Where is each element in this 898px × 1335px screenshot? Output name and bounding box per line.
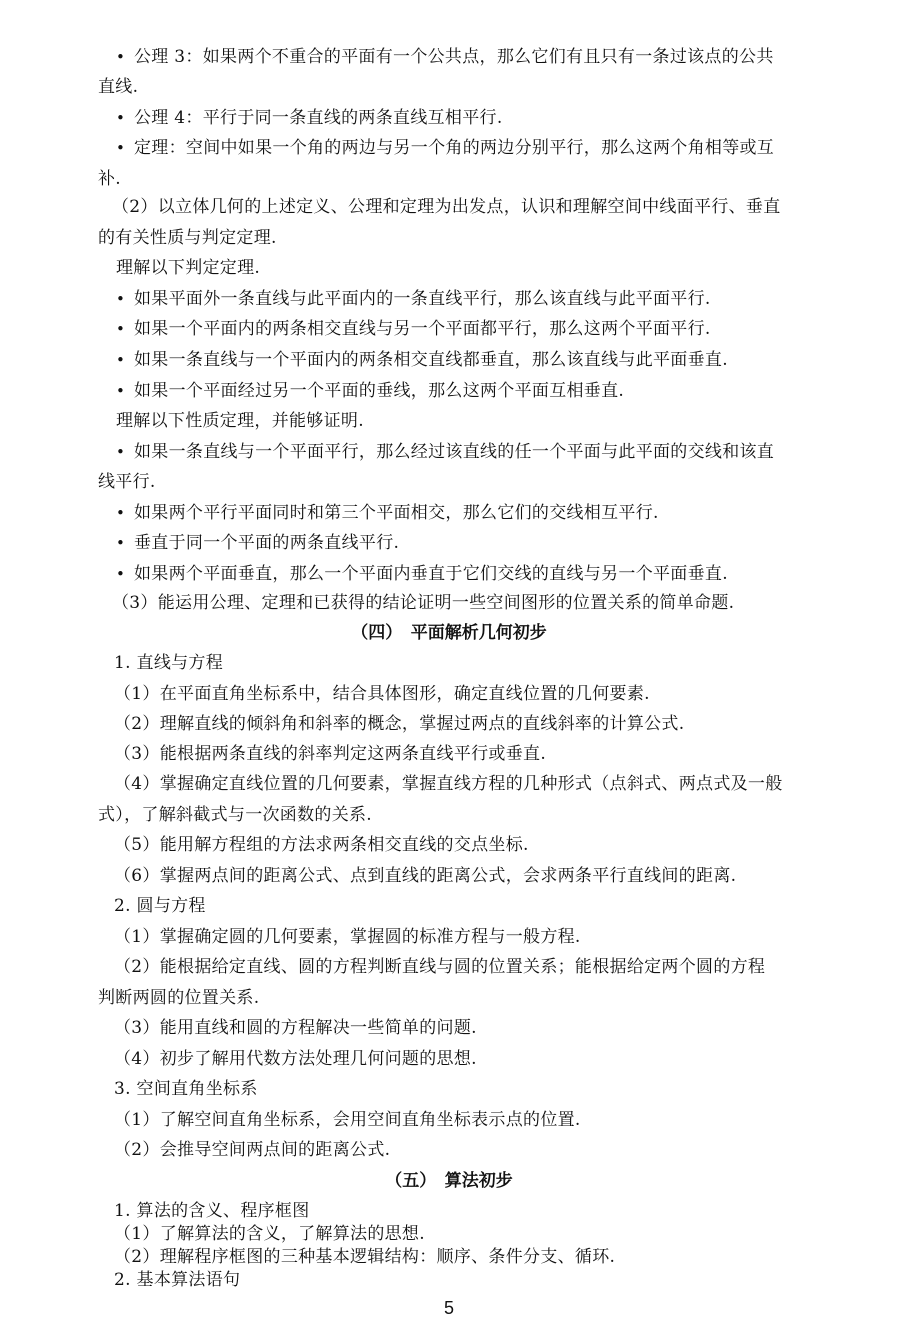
text-line: • 如果两个平面垂直，那么一个平面内垂直于它们交线的直线与另一个平面垂直.	[116, 564, 728, 584]
text-line: （4）初步了解用代数方法处理几何问题的思想.	[114, 1049, 477, 1069]
text-line: 3. 空间直角坐标系	[114, 1079, 258, 1099]
text-line: 1. 算法的含义、程序框图	[114, 1201, 310, 1221]
text-line: （2）会推导空间两点间的距离公式.	[114, 1140, 391, 1160]
text-line: （4）掌握确定直线位置的几何要素，掌握直线方程的几种形式（点斜式、两点式及一般	[114, 774, 783, 794]
text-line: （3）能用直线和圆的方程解决一些简单的问题.	[114, 1018, 477, 1038]
bullet: •	[116, 290, 126, 308]
page-number: 5	[443, 1298, 454, 1318]
text-line: 1. 直线与方程	[114, 653, 224, 673]
bullet: •	[116, 534, 126, 552]
text-line: （3）能运用公理、定理和已获得的结论证明一些空间图形的位置关系的简单命题.	[112, 593, 735, 613]
section-heading: （五） 算法初步	[385, 1171, 513, 1191]
text-line: 补.	[98, 169, 122, 189]
text-line: • 如果一个平面内的两条相交直线与另一个平面都平行，那么这两个平面平行.	[116, 319, 711, 339]
text-line: （1）了解空间直角坐标系，会用空间直角坐标表示点的位置.	[114, 1110, 581, 1130]
text-line: • 如果一条直线与一个平面内的两条相交直线都垂直，那么该直线与此平面垂直.	[116, 350, 728, 370]
text-line: 2. 基本算法语句	[114, 1270, 241, 1290]
text-line: • 如果两个平行平面同时和第三个平面相交，那么它们的交线相互平行.	[116, 503, 659, 523]
text-line: 2. 圆与方程	[114, 896, 206, 916]
text-line: （1）在平面直角坐标系中，结合具体图形，确定直线位置的几何要素.	[114, 684, 650, 704]
text-line: （2）能根据给定直线、圆的方程判断直线与圆的位置关系；能根据给定两个圆的方程	[114, 957, 766, 977]
text-line: （6）掌握两点间的距离公式、点到直线的距离公式，会求两条平行直线间的距离.	[114, 866, 737, 886]
text-line: 判断两圆的位置关系.	[98, 988, 260, 1008]
bullet: •	[116, 320, 126, 338]
text-line: 理解以下判定定理.	[116, 258, 261, 278]
text-line: （5）能用解方程组的方法求两条相交直线的交点坐标.	[114, 835, 529, 855]
section-heading: （四） 平面解析几何初步	[351, 623, 547, 643]
text-line: 式），了解斜截式与一次函数的关系.	[98, 805, 373, 825]
text-line: • 定理：空间中如果一个角的两边与另一个角的两边分别平行，那么这两个角相等或互	[116, 138, 775, 158]
text-line: • 如果平面外一条直线与此平面内的一条直线平行，那么该直线与此平面平行.	[116, 289, 711, 309]
text-line: （1）了解算法的含义，了解算法的思想.	[114, 1224, 425, 1244]
text-line: （2）理解直线的倾斜角和斜率的概念，掌握过两点的直线斜率的计算公式.	[114, 714, 685, 734]
text-line: • 如果一条直线与一个平面平行，那么经过该直线的任一个平面与此平面的交线和该直	[116, 442, 775, 462]
text-line: • 如果一个平面经过另一个平面的垂线，那么这两个平面互相垂直.	[116, 381, 625, 401]
bullet: •	[116, 351, 126, 369]
text-line: • 垂直于同一个平面的两条直线平行.	[116, 533, 400, 553]
bullet: •	[116, 443, 126, 461]
text-line: （3）能根据两条直线的斜率判定这两条直线平行或垂直.	[114, 744, 547, 764]
text-line: • 公理 4：平行于同一条直线的两条直线互相平行.	[116, 108, 503, 128]
text-line: （1）掌握确定圆的几何要素，掌握圆的标准方程与一般方程.	[114, 927, 581, 947]
text-line: 的有关性质与判定定理.	[98, 228, 277, 248]
bullet: •	[116, 109, 126, 127]
bullet: •	[116, 382, 126, 400]
text-line: • 公理 3：如果两个不重合的平面有一个公共点，那么它们有且只有一条过该点的公共	[116, 47, 774, 67]
bullet: •	[116, 139, 126, 157]
text-line: 线平行.	[98, 472, 156, 492]
bullet: •	[116, 504, 126, 522]
text-line: 直线.	[98, 77, 139, 97]
text-line: （2）以立体几何的上述定义、公理和定理为出发点，认识和理解空间中线面平行、垂直	[112, 197, 781, 217]
bullet: •	[116, 48, 126, 66]
text-line: 理解以下性质定理，并能够证明.	[116, 411, 364, 431]
bullet: •	[116, 565, 126, 583]
text-line: （2）理解程序框图的三种基本逻辑结构：顺序、条件分支、循环.	[114, 1247, 616, 1267]
